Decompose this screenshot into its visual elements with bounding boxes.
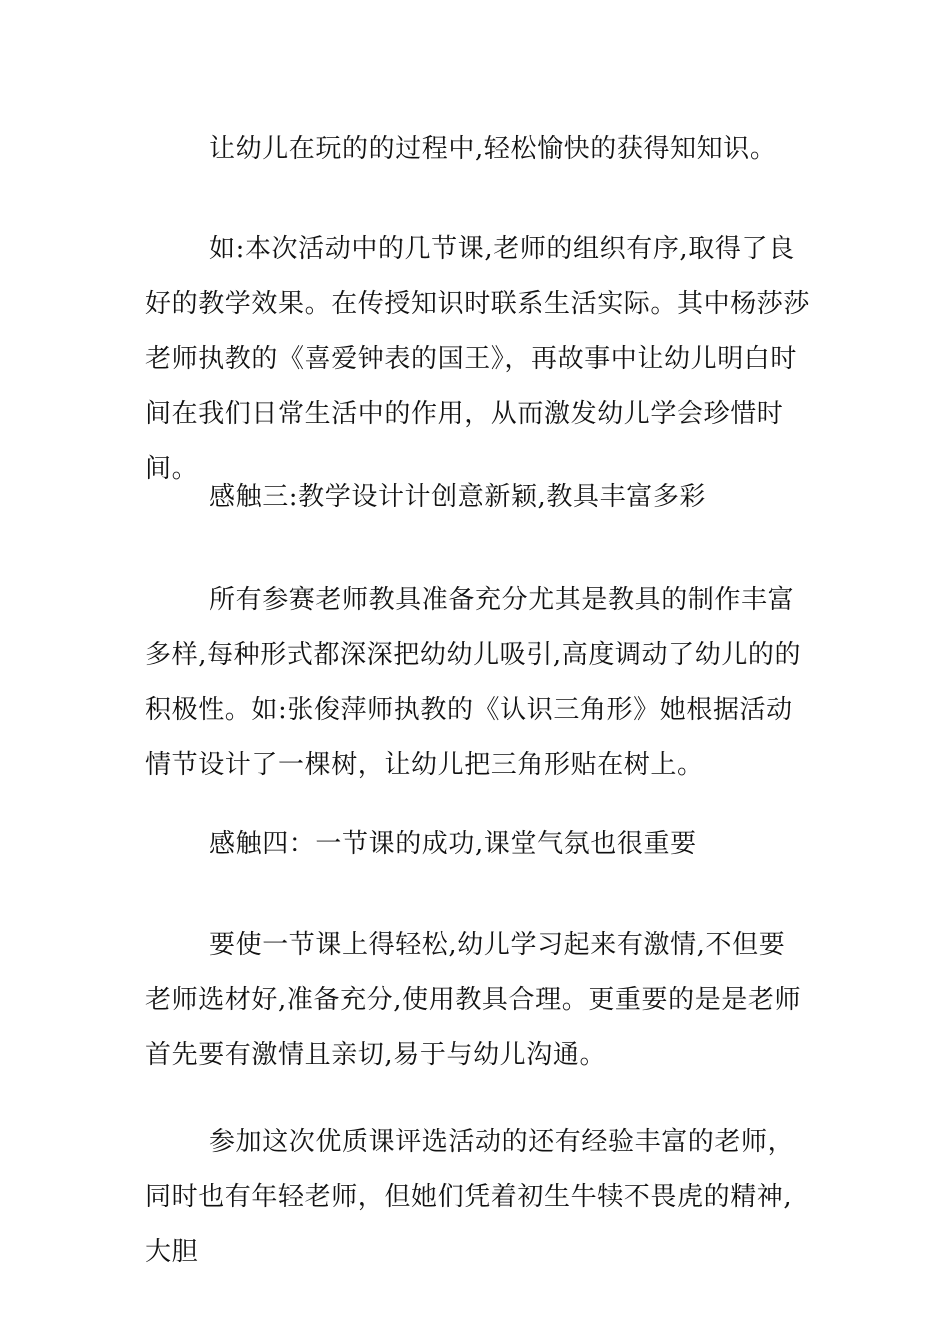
heading-insight-four: 感触四：一节课的成功,课堂气氛也很重要 (209, 829, 697, 859)
paragraph-example-clock-lesson: 如:本次活动中的几节课,老师的组织有序,取得了良好的教学效果。在传授知识时联系生活实际。其中杨莎莎老师执教的《喜爱钟表的国王》，再故事中让幼儿明白时间在我们日常生活中的作用，从而激发幼儿学会珍惜时间。 (145, 234, 811, 484)
paragraph-participants: 参加这次优质课评选活动的还有经验丰富的老师，同时也有年轻老师，但她们凭着初生牛犊不畏虎的精神,大胆 (145, 1127, 795, 1267)
paragraph-classroom-atmosphere: 要使一节课上得轻松,幼儿学习起来有激情,不但要老师选材好,准备充分,使用教具合理。更重要的是是老师首先要有激情且亲切,易于与幼儿沟通。 (145, 930, 802, 1070)
paragraph-intro-conclusion: 让幼儿在玩的的过程中,轻松愉快的获得知知识。 (209, 134, 777, 164)
heading-insight-three: 感触三:教学设计计创意新颖,教具丰富多彩 (209, 482, 707, 512)
paragraph-teaching-aids: 所有参赛老师教具准备充分尤其是教具的制作丰富多样,每种形式都深深把幼幼儿吸引,高度调动了幼儿的的积极性。如:张俊萍师执教的《认识三角形》她根据活动情节设计了一棵树，让幼儿把三角形贴在树上。 (145, 585, 802, 780)
